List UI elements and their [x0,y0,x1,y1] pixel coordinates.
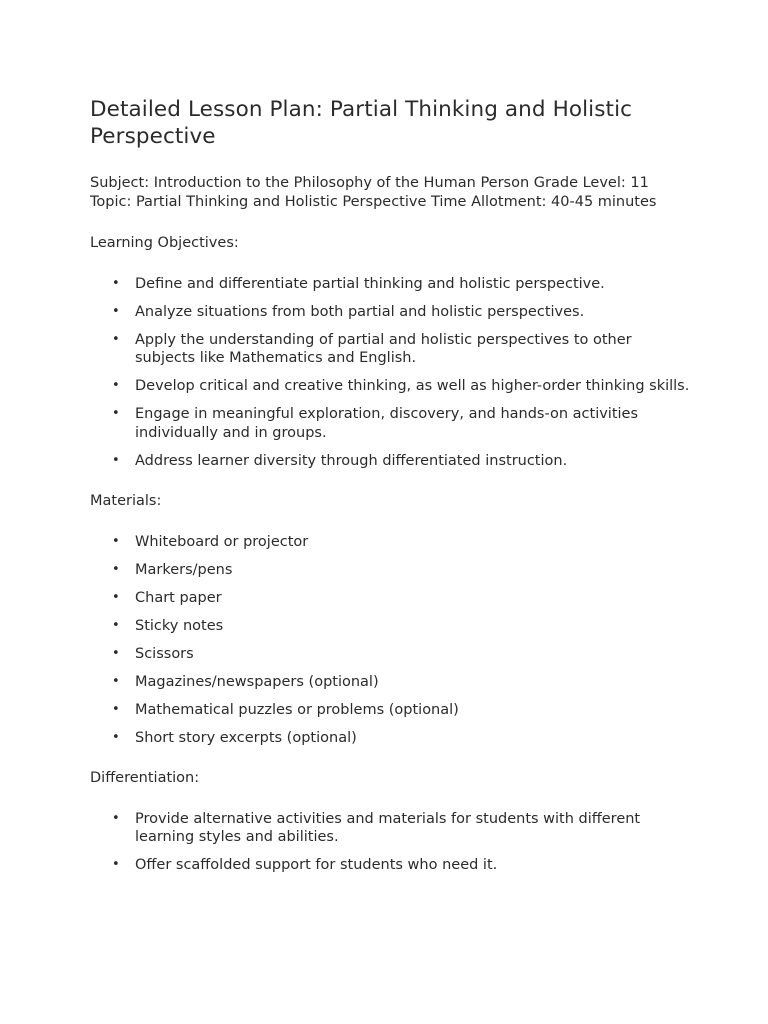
materials-list [90,533,690,748]
differentiation-heading: Differentiation: [90,770,200,786]
list-item: • Address learner diversity through differentiated instruction. [135,452,690,471]
differentiation-list [90,810,690,875]
document-title: Detailed Lesson Plan: Partial Thinking and Holistic Perspective [90,97,633,149]
list-item: • Scissors [135,645,690,664]
materials-heading: Materials: [90,493,162,509]
list-item: • Apply the understanding of partial and holistic perspectives to other subjects like Mathematics and English. [135,331,690,368]
list-item: • Engage in meaningful exploration, discovery, and hands-on activities individually and in groups. [135,405,690,442]
list-item: • Magazines/newspapers (optional) [135,673,690,692]
lesson-meta: Subject: Introduction to the Philosophy of the Human Person Grade Level: 11 Topic: Partial Thinking and Holistic Perspective Time Allotment: 40-45 minutes [90,175,657,210]
list-item: • Mathematical puzzles or problems (optional) [135,701,690,720]
list-item: • Whiteboard or projector [135,533,690,552]
learning-objectives-list [90,275,690,471]
document-page [90,96,690,884]
list-item: • Analyze situations from both partial and holistic perspectives. [135,303,690,322]
list-item: • Define and differentiate partial thinking and holistic perspective. [135,275,690,294]
learning-objectives-heading: Learning Objectives: [90,235,239,251]
list-item: • Short story excerpts (optional) [135,729,690,748]
list-item: • Chart paper [135,589,690,608]
list-item: • Develop critical and creative thinking, as well as higher-order thinking skills. [135,377,690,396]
list-item: • Sticky notes [135,617,690,636]
list-item: • Provide alternative activities and materials for students with different learning styles and abilities. [135,810,690,847]
list-item: • Markers/pens [135,561,690,580]
list-item: • Offer scaffolded support for students who need it. [135,856,690,875]
